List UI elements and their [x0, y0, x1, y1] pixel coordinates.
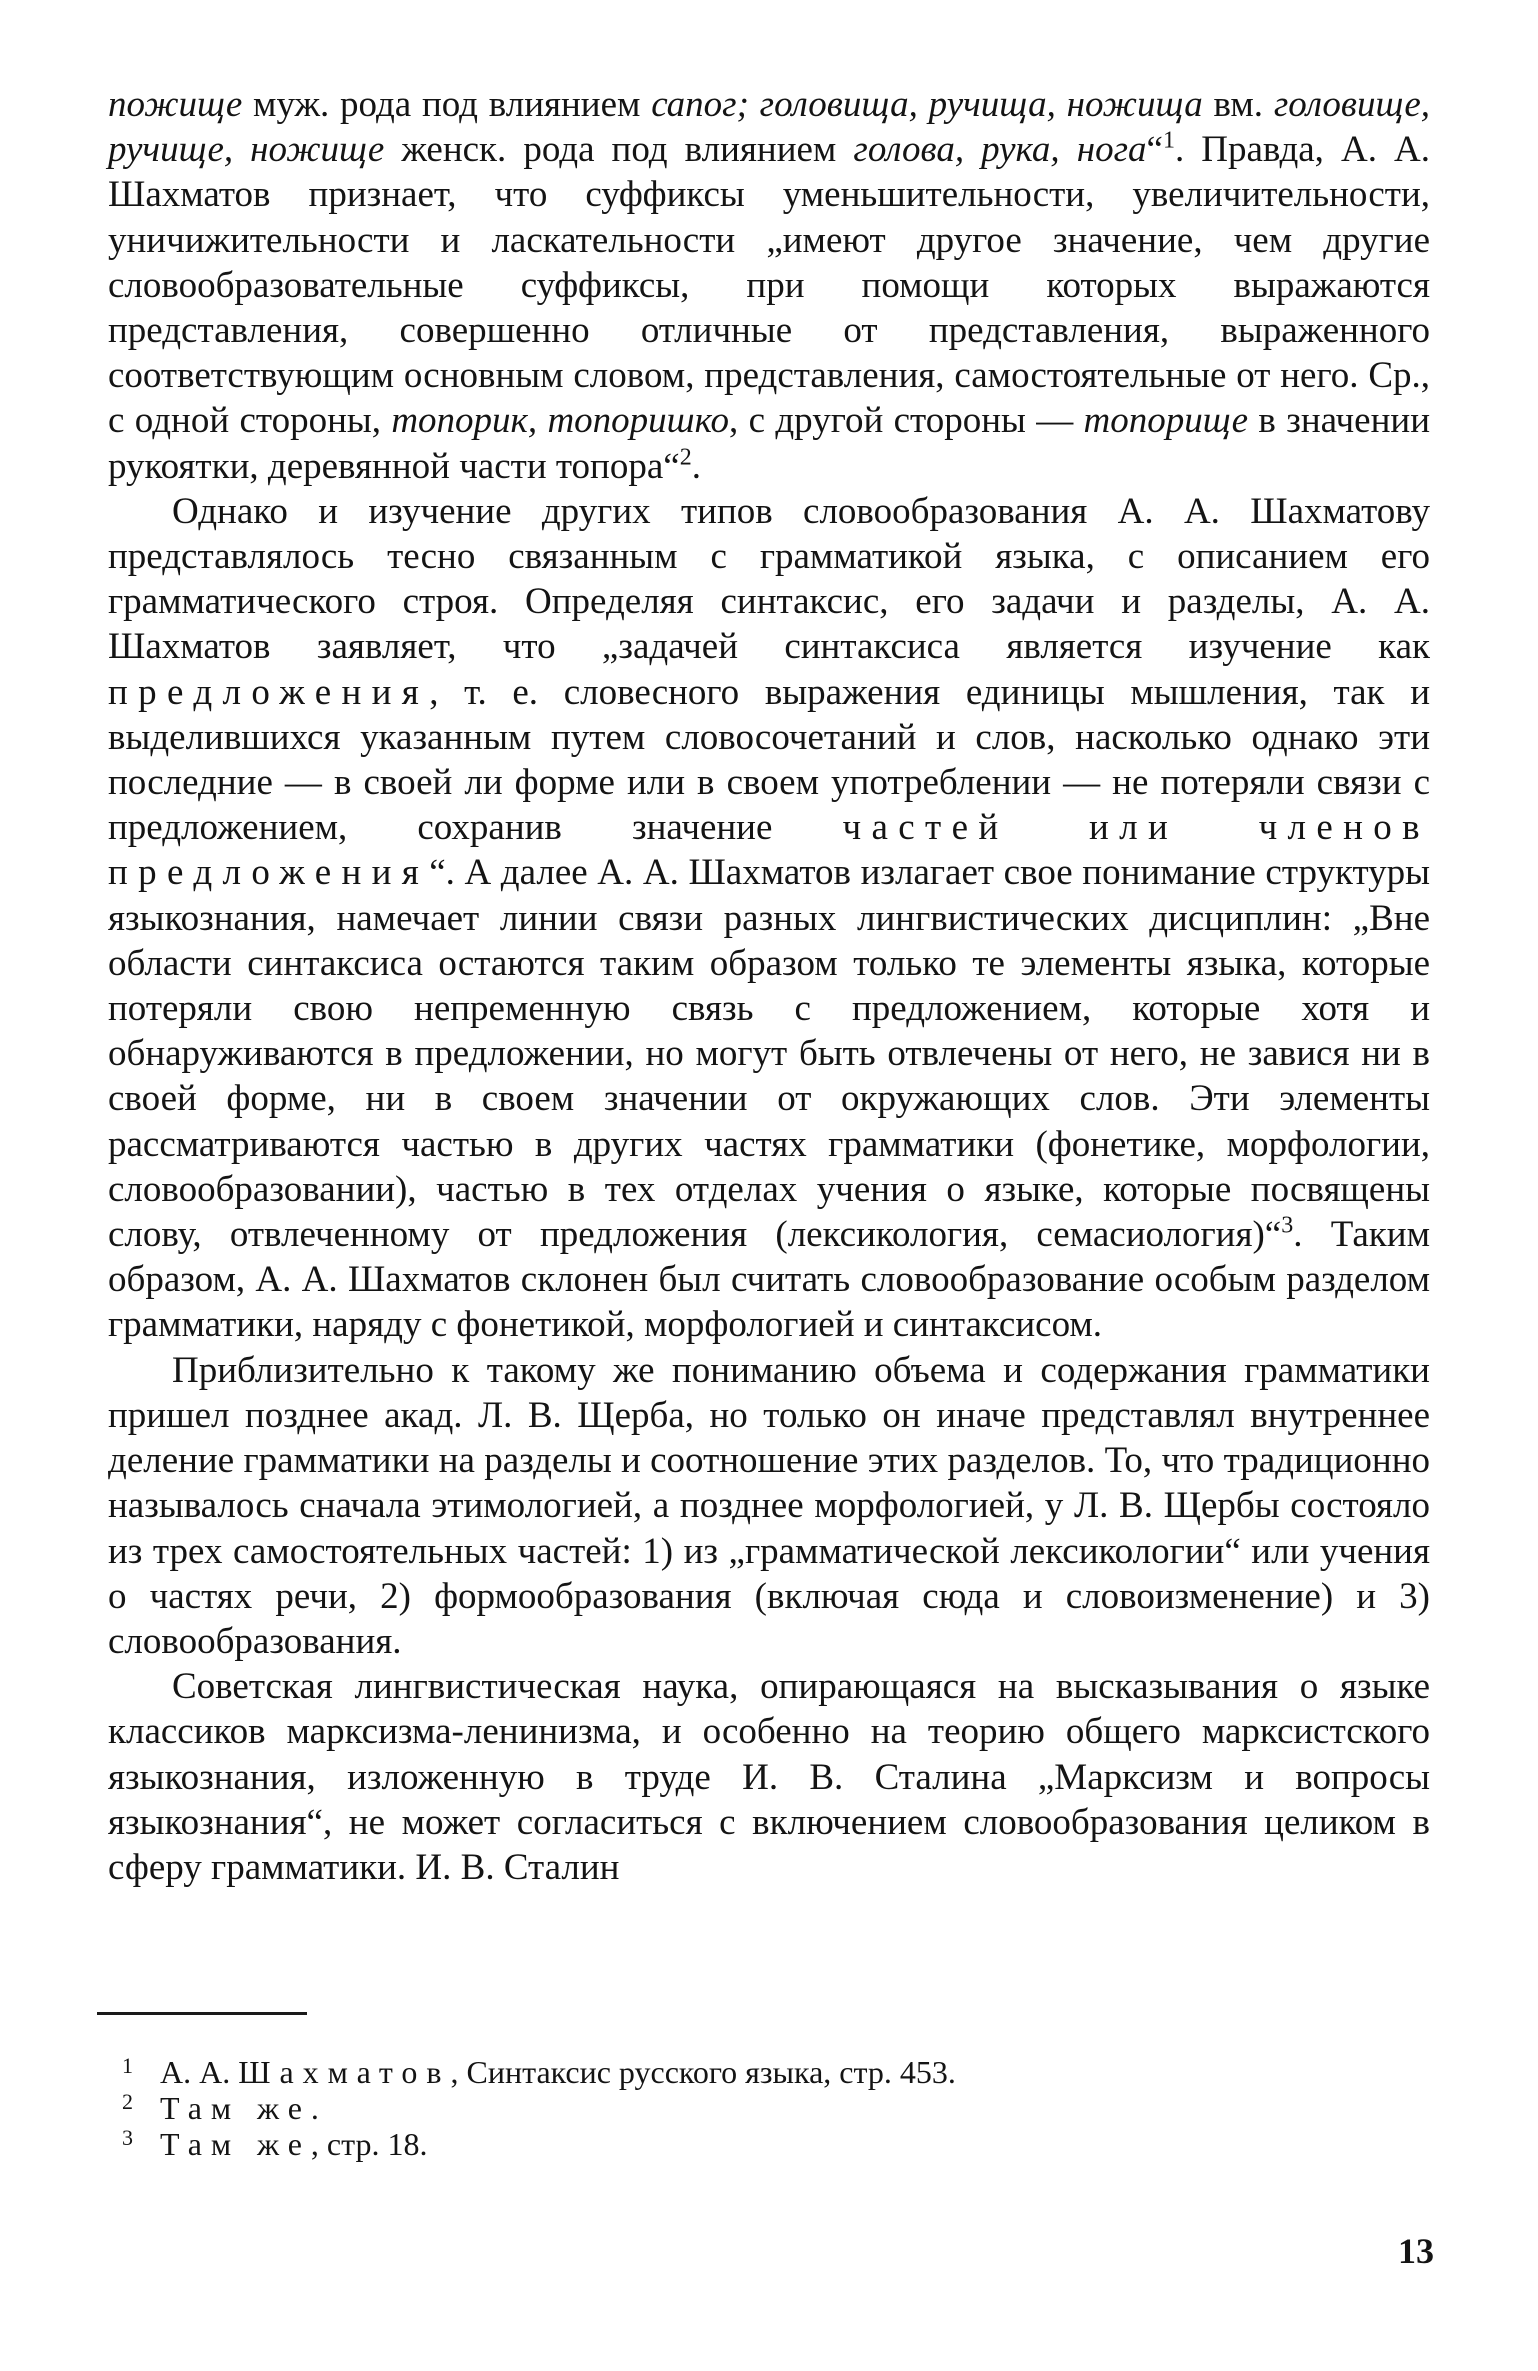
text-run: А. А. [160, 2054, 239, 2090]
paragraph [108, 1664, 1430, 1890]
footnote-marker: 1 [1162, 127, 1175, 154]
italic-text: топорище [1083, 400, 1249, 442]
paragraph [108, 82, 1430, 489]
text-run: . [310, 2090, 319, 2126]
footnote [122, 2089, 1360, 2126]
text-run: , стр. 18. [310, 2126, 428, 2162]
footnote-marker: 3 [1281, 1212, 1294, 1239]
italic-text: пожище [108, 84, 243, 125]
text-run: в значении рукоятки, деревянной части топора“ [108, 400, 1430, 487]
text-run: . Правда, А. А. Шахматов признает, что суффиксы уменьшительности, увеличительности, уничижительности и ласкательности „имеют другое значение, чем другие словообразовательные суффиксы, при помощи которых выражаются представления, совершенно отличные от представления, выраженного соответствующим основным словом, представления, самостоятельные от него. Ср., с одной стороны, [108, 129, 1430, 442]
footnote-number: 2 [122, 2089, 133, 2114]
spaced-emphasis-text: Шахматов [238, 2054, 451, 2090]
page-number: 13 [1398, 2231, 1434, 2271]
footnote-separator [97, 2012, 307, 2015]
text-run: , с другой стороны — [729, 400, 1084, 442]
footnote-marker: 2 [679, 444, 692, 471]
text-run: . Таким образом, А. А. Шахматов склонен был считать словообразование особым разделом грамматики, наряду с фонетикой, морфологией и синтаксисом. [108, 1214, 1430, 1346]
text-run: , Синтаксис русского языка, стр. 453. [450, 2054, 956, 2090]
footnote-number: 3 [122, 2125, 133, 2150]
spaced-emphasis-text: Там же [160, 2090, 311, 2126]
spaced-emphasis-text: предложения [108, 671, 430, 713]
text-run: . [691, 445, 701, 487]
footnotes [122, 2053, 1360, 2162]
main-text [108, 82, 1430, 1890]
text-run: вм. [1202, 84, 1274, 125]
text-run: женск. рода под влиянием [384, 129, 854, 171]
footnote [122, 2125, 1360, 2162]
paragraph [108, 1348, 1430, 1664]
text-run: муж. рода под влиянием [242, 84, 652, 125]
spaced-emphasis-text: частей или членов предложения [108, 807, 1430, 894]
text-run: Однако и изучение других типов словообразования А. А. Шахматову представлялось тесно связанным с грамматикой языка, с описанием его грамматического строя. Определяя синтаксис, его задачи и разделы, А. А. Шахматов заявляет, что „задачей синтаксиса является изучение как [108, 490, 1430, 668]
italic-text: голова, рука, нога [853, 129, 1147, 171]
paragraph [108, 489, 1430, 1348]
italic-text: топорик, топоришко [391, 400, 729, 442]
page-body [108, 82, 1430, 1890]
text-run: , т. е. словесного выражения единицы мышления, так и выделившихся указанным путем словосочетаний и слов, насколько однако эти последние — в своей ли форме или в своем употреблении — не потеряли связи с предложением, сохранив значение [108, 671, 1430, 849]
italic-text: сапог; головища, ручища, ножища [651, 84, 1203, 125]
text-run: “ [1146, 129, 1163, 171]
spaced-emphasis-text: Там же [160, 2126, 311, 2162]
text-run: Советская лингвистическая наука, опирающаяся на высказывания о языке классиков марксизма-ленинизма, и особенно на теорию общего марксистского языкознания, изложенную в труде И. В. Сталина „Марксизм и вопросы языкознания“, не может согласиться с включением словообразования целиком в сферу грамматики. И. В. Сталин [108, 1666, 1430, 1888]
footnote [122, 2053, 1360, 2090]
footnote-number: 1 [122, 2053, 133, 2078]
italic-text: головище, ручище, ножище [108, 84, 1430, 171]
text-run: “. А далее А. А. Шахматов излагает свое понимание структуры языкознания, намечает линии связи разных лингвистических дисциплин: „Вне области синтаксиса остаются таким образом только те элементы языка, которые потеряли свою непременную связь с предложением, которые хотя и обнаруживаются в предложении, но могут быть отвлечены от него, не завися ни в своей форме, ни в своем значении от окружающих слов. Эти элементы рассматриваются частью в других частях грамматики (фонетике, морфологии, словообразовании), частью в тех отделах учения о языке, которые посвящены слову, отвлеченному от предложения (лексикология, семасиология)“ [108, 852, 1430, 1256]
text-run: Приблизительно к такому же пониманию объема и содержания грамматики пришел позднее акад. Л. В. Щерба, но только он иначе представлял внутреннее деление грамматики на разделы и соотношение этих разделов. То, что традиционно называлось сначала этимологией, а позднее морфологией, у Л. В. Щербы состояло из трех самостоятельных частей: 1) из „грамматической лексикологии“ или учения о частях речи, 2) формообразования (включая сюда и словоизменение) и 3) словообразования. [108, 1349, 1430, 1662]
